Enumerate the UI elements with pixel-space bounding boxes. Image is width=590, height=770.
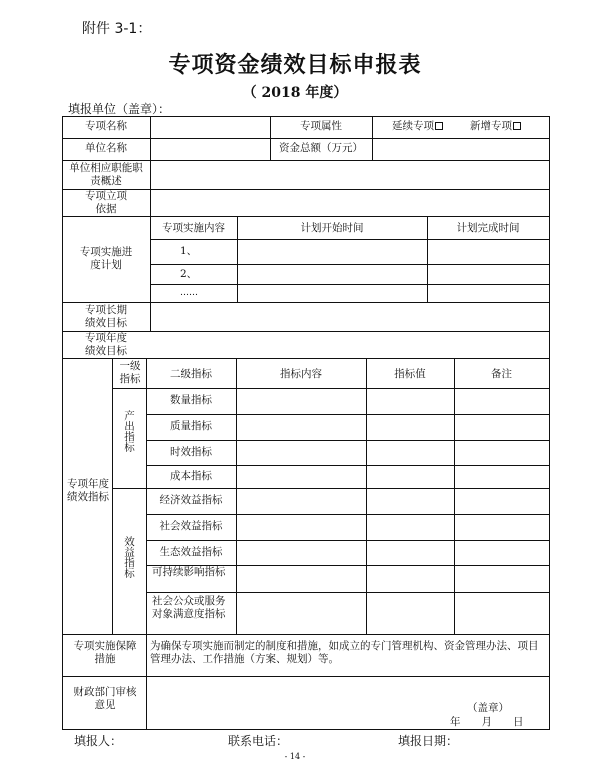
- longterm-goal-label: 专项长期绩效目标: [85, 304, 127, 329]
- declaration-form-table: [62, 116, 550, 730]
- annex-label: 附件 3-1：: [82, 21, 152, 37]
- row-line: [62, 302, 550, 303]
- page-title: 专项资金绩效目标申报表: [168, 52, 422, 78]
- row-line: [62, 634, 550, 635]
- row-line: [146, 540, 550, 541]
- project-name-label: 专项名称: [85, 120, 127, 132]
- row-line: [150, 284, 550, 285]
- new-item-checkbox[interactable]: [470, 120, 521, 133]
- indicator-header-remark: 备注: [491, 368, 512, 380]
- duty-label: 单位相应职能职责概述: [69, 162, 143, 187]
- indicator-header-level2: 二级指标: [170, 368, 212, 380]
- indicator-item: 社会公众或服务对象满意度指标: [152, 595, 226, 620]
- row-line: [62, 160, 550, 161]
- progress-item: 1、: [180, 245, 198, 257]
- row-line: [62, 189, 550, 190]
- progress-item: 2、: [180, 268, 198, 280]
- row-line: [146, 514, 550, 515]
- basis-label: 专项立项依据: [85, 190, 127, 215]
- indicator-item: 可持续影响指标: [152, 566, 226, 578]
- output-group-label: 产出指标: [123, 410, 135, 452]
- indicator-item: 质量指标: [170, 420, 212, 432]
- indicator-item: 成本指标: [170, 470, 212, 482]
- row-line: [62, 331, 550, 332]
- row-line: [146, 465, 550, 466]
- continue-item-checkbox[interactable]: [392, 120, 443, 133]
- benefit-group-label: 效益指标: [123, 536, 135, 578]
- annual-indicators-label: 专项年度绩效指标: [67, 478, 109, 503]
- col-line: [454, 358, 455, 634]
- col-line: [372, 116, 373, 160]
- table-border-bottom: [62, 729, 550, 730]
- row-line: [146, 592, 550, 593]
- row-line: [150, 239, 550, 240]
- total-funds-label: 资金总额（万元）: [279, 142, 363, 154]
- col-line: [366, 358, 367, 634]
- report-date-label: 填报日期：: [398, 734, 459, 748]
- indicator-item: 经济效益指标: [159, 494, 223, 506]
- continue-item-label: 延续专项: [392, 120, 434, 132]
- row-line: [62, 676, 550, 677]
- year-subtitle: （ 2018 年度）: [242, 85, 348, 101]
- seal-label: （盖章）: [467, 702, 509, 714]
- indicator-item: 生态效益指标: [159, 546, 223, 558]
- indicator-item: 数量指标: [170, 394, 212, 406]
- indicator-header-content: 指标内容: [280, 368, 322, 380]
- row-line: [112, 488, 550, 489]
- progress-item: ……: [180, 288, 198, 298]
- row-line: [146, 440, 550, 441]
- indicator-item: 社会效益指标: [159, 520, 223, 532]
- row-line: [112, 388, 550, 389]
- progress-header-content: 专项实施内容: [162, 222, 225, 234]
- table-border-right: [549, 116, 550, 730]
- safeguard-text: 为确保专项实施而制定的制度和措施，如成立的专门管理机构、资金管理办法、项目管理办法、工作措施（方案、规划）等。: [150, 640, 539, 665]
- progress-header-start: 计划开始时间: [300, 222, 364, 234]
- row-line: [62, 358, 550, 359]
- project-attr-label: 专项属性: [300, 120, 342, 132]
- new-item-label: 新增专项: [470, 120, 512, 132]
- progress-header-end: 计划完成时间: [456, 222, 520, 234]
- review-date: 年 月 日: [450, 716, 524, 728]
- checkbox-icon[interactable]: [513, 122, 521, 130]
- row-line: [150, 264, 550, 265]
- indicator-item: 时效指标: [170, 446, 212, 458]
- row-line: [62, 216, 550, 217]
- phone-label: 联系电话：: [228, 734, 289, 748]
- safeguard-label: 专项实施保障措施: [73, 640, 137, 665]
- row-line: [62, 138, 550, 139]
- col-line: [112, 358, 113, 634]
- col-line: [236, 358, 237, 634]
- reporter-label: 填报人：: [74, 734, 123, 748]
- filler-unit-label: 填报单位（盖章）：: [68, 102, 171, 116]
- row-line: [146, 414, 550, 415]
- finance-review-label: 财政部门审核意见: [73, 686, 137, 711]
- progress-label: 专项实施进度计划: [79, 246, 133, 271]
- indicator-header-value: 指标值: [394, 368, 426, 380]
- table-border-top: [62, 116, 550, 117]
- annual-goal-label: 专项年度绩效目标: [85, 332, 127, 357]
- page-number: - 14 -: [284, 752, 306, 761]
- col-line: [146, 634, 147, 729]
- unit-name-label: 单位名称: [85, 142, 127, 154]
- checkbox-icon[interactable]: [435, 122, 443, 130]
- indicator-header-level1: 一级指标: [119, 360, 141, 385]
- table-border-left: [62, 116, 63, 730]
